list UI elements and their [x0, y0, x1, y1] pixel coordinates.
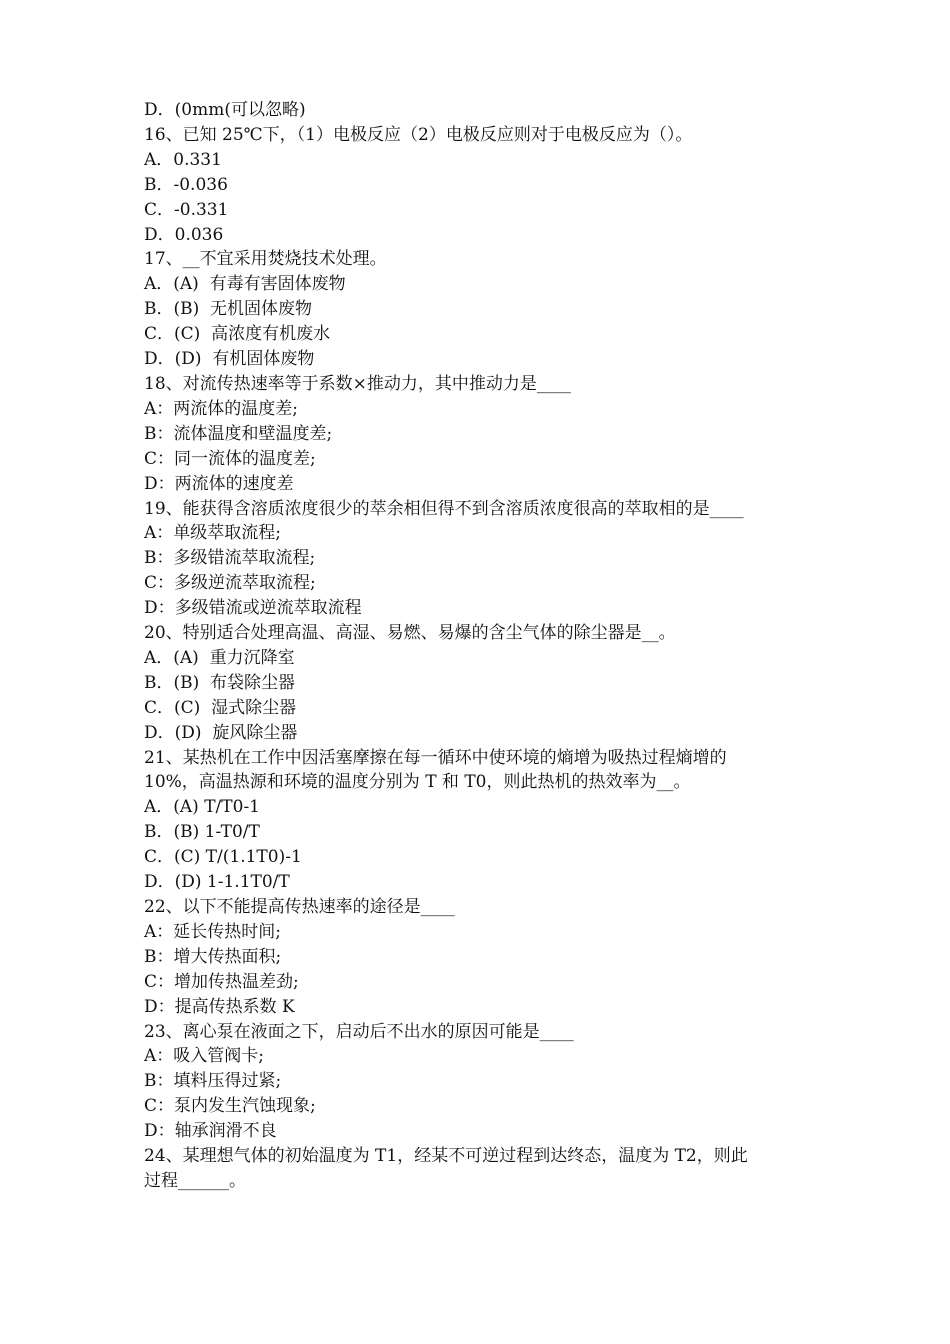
text-line: D：两流体的速度差: [144, 473, 294, 494]
text-line: B：填料压得过紧;: [144, 1071, 282, 1092]
text-line: 19、能获得含溶质浓度很少的萃余相但得不到含溶质浓度很高的萃取相的是____: [144, 498, 744, 519]
text-line: B．(B) 布袋除尘器: [144, 672, 296, 693]
text-line: B．-0.036: [144, 174, 228, 195]
text-line: D．0.036: [144, 224, 224, 245]
text-line: D．(D) 1-1.1T0/T: [144, 872, 290, 893]
text-line: A．(A) 重力沉降室: [144, 647, 295, 668]
text-line: 23、离心泵在液面之下，启动后不出水的原因可能是____: [144, 1021, 574, 1042]
text-line: D．(0mm(可以忽略): [144, 100, 306, 120]
text-line: 过程______。: [144, 1170, 246, 1191]
text-line: A．0.331: [144, 149, 222, 170]
text-line: A：吸入管阀卡;: [144, 1046, 265, 1067]
text-line: D．(D) 有机固体废物: [144, 349, 315, 370]
text-line: B．(B) 无机固体废物: [144, 299, 313, 320]
text-line: D：提高传热系数 K: [144, 996, 295, 1017]
text-line: C．(C) 湿式除尘器: [144, 697, 297, 718]
text-line: B．(B) 1-T0/T: [144, 822, 260, 843]
text-line: 17、__不宜采用焚烧技术处理。: [144, 249, 387, 270]
text-line: C：增加传热温差劲;: [144, 971, 299, 992]
text-line: 20、特别适合处理高温、高湿、易燃、易爆的含尘气体的除尘器是__。: [144, 623, 676, 644]
text-line: B：流体温度和壁温度差;: [144, 423, 333, 444]
text-line: C：同一流体的温度差;: [144, 448, 316, 469]
text-line: C．(C) 高浓度有机废水: [144, 324, 331, 345]
text-line: 21、某热机在工作中因活塞摩擦在每一循环中使环境的熵增为吸热过程熵增的: [144, 747, 727, 768]
text-line: B：增大传热面积;: [144, 946, 282, 967]
text-line: D．(D) 旋风除尘器: [144, 722, 298, 743]
text-line: B：多级错流萃取流程;: [144, 548, 316, 569]
text-line: 22、以下不能提高传热速率的途径是____: [144, 897, 455, 917]
text-line: D：多级错流或逆流萃取流程: [144, 598, 362, 619]
document-page: [144, 98, 814, 1194]
text-line: 18、对流传热速率等于系数×推动力，其中推动力是____: [144, 373, 571, 394]
text-line: A：延长传热时间;: [144, 921, 282, 942]
text-line: A．(A) 有毒有害固体废物: [144, 274, 346, 295]
text-line: A．(A) T/T0-1: [144, 797, 261, 818]
text-line: D：轴承润滑不良: [144, 1121, 277, 1142]
text-line: C．-0.331: [144, 199, 229, 220]
text-line: 16、已知 25℃下，（1）电极反应（2）电极反应则对于电极反应为（）。: [144, 124, 693, 145]
text-line: C：多级逆流萃取流程;: [144, 573, 316, 594]
text-line: 24、某理想气体的初始温度为 T1，经某不可逆过程到达终态，温度为 T2，则此: [144, 1146, 748, 1167]
text-line: A：单级萃取流程;: [144, 523, 282, 544]
text-line: A：两流体的温度差;: [144, 398, 299, 419]
text-line: C．(C) T/(1.1T0)-1: [144, 847, 302, 868]
text-line: 10%，高温热源和环境的温度分别为 T 和 T0，则此热机的热效率为__。: [144, 772, 691, 793]
text-line: C：泵内发生汽蚀现象;: [144, 1096, 316, 1117]
